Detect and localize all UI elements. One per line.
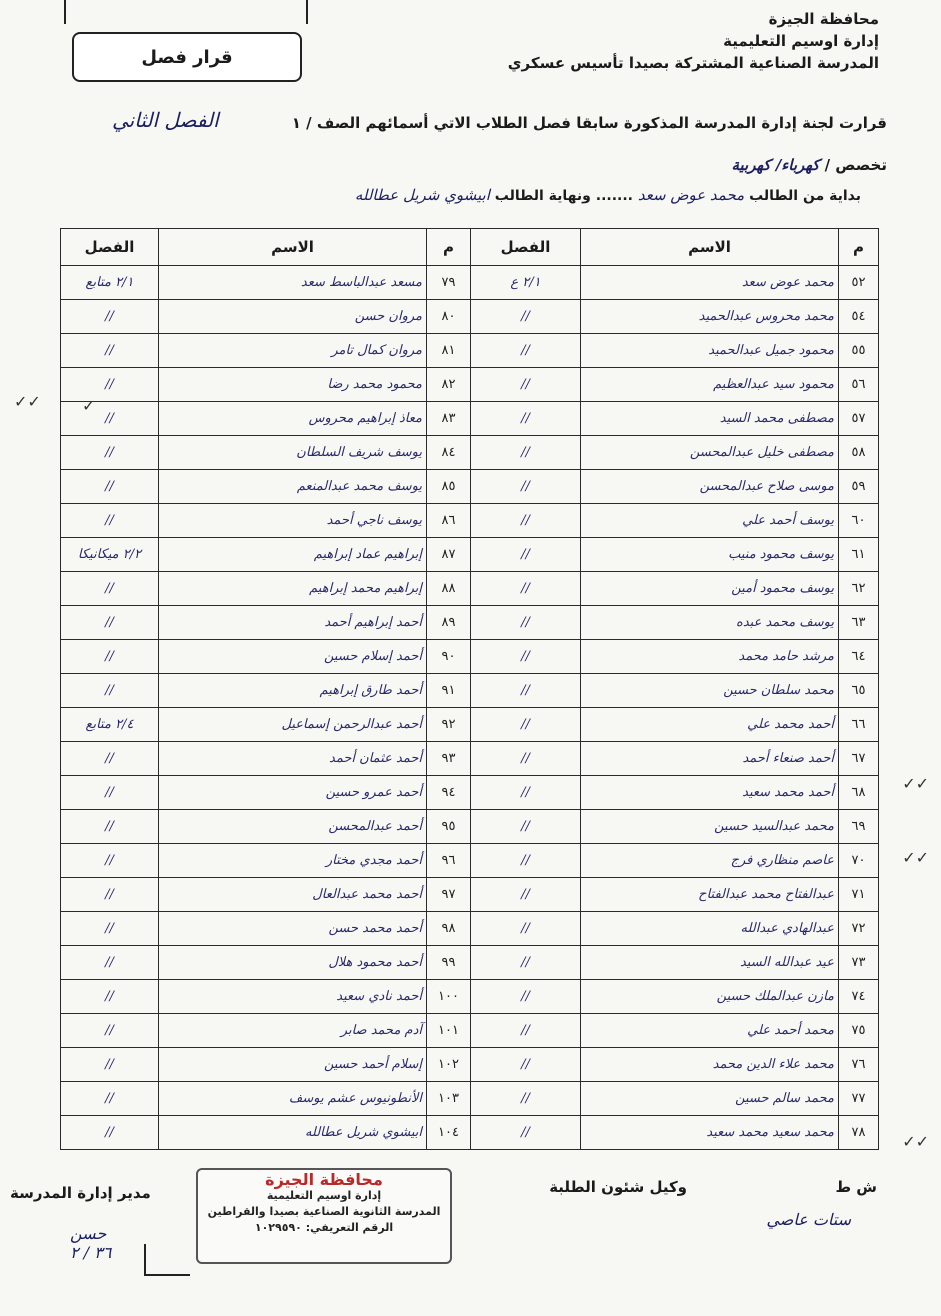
table-row — [61, 606, 879, 640]
stamp-school: المدرسة الثانوية الصناعية بصيدا والقراطين — [207, 1205, 441, 1218]
student-serial: ٦١ — [839, 538, 879, 572]
student-serial: ١٠١ — [427, 1014, 471, 1048]
student-name: محمد سلطان حسين — [581, 674, 839, 708]
student-name: أحمد عثمان أحمد — [159, 742, 427, 776]
student-serial: ٧١ — [839, 878, 879, 912]
student-class: // — [471, 878, 581, 912]
table-row — [61, 1082, 879, 1116]
administration: إدارة اوسيم التعليمية — [723, 32, 879, 50]
student-serial: ٨٤ — [427, 436, 471, 470]
student-class: // — [61, 980, 159, 1014]
student-name: محمد محروس عبدالحميد — [581, 300, 839, 334]
student-serial: ٩٢ — [427, 708, 471, 742]
student-serial: ٩٨ — [427, 912, 471, 946]
student-serial: ٥٤ — [839, 300, 879, 334]
student-class: // — [471, 742, 581, 776]
student-class: // — [61, 572, 159, 606]
header-serial-left: م — [427, 229, 471, 266]
table-row — [61, 1048, 879, 1082]
student-serial: ٥٧ — [839, 402, 879, 436]
student-class: // — [471, 640, 581, 674]
student-class: // — [61, 776, 159, 810]
student-serial: ٩٠ — [427, 640, 471, 674]
deputy-label: وكيل شئون الطلبة — [549, 1178, 687, 1196]
student-name: يوسف محمود أمين — [581, 572, 839, 606]
student-name: إبراهيم محمد إبراهيم — [159, 572, 427, 606]
student-class: ٢/٤ متابع — [61, 708, 159, 742]
student-name: محمد أحمد علي — [581, 1014, 839, 1048]
student-serial: ٧٦ — [839, 1048, 879, 1082]
student-serial: ٩٧ — [427, 878, 471, 912]
student-name: أحمد صنعاء أحمد — [581, 742, 839, 776]
student-serial: ٩٩ — [427, 946, 471, 980]
student-class: // — [471, 572, 581, 606]
student-name: يوسف محمود منيب — [581, 538, 839, 572]
table-row — [61, 300, 879, 334]
student-class: // — [61, 674, 159, 708]
student-serial: ٧٩ — [427, 266, 471, 300]
student-name: أحمد إسلام حسين — [159, 640, 427, 674]
student-class: // — [61, 504, 159, 538]
student-class: // — [471, 1116, 581, 1150]
header-name-right: الاسم — [581, 229, 839, 266]
student-class: // — [471, 810, 581, 844]
table-row — [61, 946, 879, 980]
student-serial: ٩٣ — [427, 742, 471, 776]
student-class: // — [471, 674, 581, 708]
student-serial: ٨٢ — [427, 368, 471, 402]
student-name: ابيشوي شريل عطالله — [159, 1116, 427, 1150]
signature-left-number: ٣٦ / ٢ — [70, 1243, 112, 1262]
student-class: // — [61, 1082, 159, 1116]
student-class: // — [471, 606, 581, 640]
table-row — [61, 674, 879, 708]
student-name: أحمد عبدالمحسن — [159, 810, 427, 844]
director-label: مدير إدارة المدرسة — [10, 1184, 151, 1202]
student-name: أحمد طارق إبراهيم — [159, 674, 427, 708]
student-name: أحمد عبدالرحمن إسماعيل — [159, 708, 427, 742]
student-name: يوسف شريف السلطان — [159, 436, 427, 470]
student-name: أحمد محمد حسن — [159, 912, 427, 946]
student-name: أحمد محمود هلال — [159, 946, 427, 980]
student-class: // — [61, 402, 159, 436]
start-student: محمد عوض سعد — [637, 186, 745, 204]
student-serial: ٨٧ — [427, 538, 471, 572]
student-class: // — [61, 742, 159, 776]
student-serial: ٨٨ — [427, 572, 471, 606]
student-class: // — [471, 946, 581, 980]
student-name: الأنطونيوس عشم يوسف — [159, 1082, 427, 1116]
stamp-code: الرقم التعريفي: ١٠٢٩٥٩٠ — [254, 1221, 394, 1234]
student-serial: ١٠٤ — [427, 1116, 471, 1150]
student-serial: ٦٨ — [839, 776, 879, 810]
table-row — [61, 640, 879, 674]
letterhead — [508, 8, 879, 74]
student-class: // — [61, 470, 159, 504]
specialization-line — [67, 156, 887, 174]
student-name: أحمد إبراهيم أحمد — [159, 606, 427, 640]
student-class: // — [471, 368, 581, 402]
student-class: ٢/٢ ميكانيكا — [61, 538, 159, 572]
header-serial-right: م — [839, 229, 879, 266]
student-serial: ٥٥ — [839, 334, 879, 368]
school-name: المدرسة الصناعية المشتركة بصيدا تأسيس عسكري — [507, 54, 879, 72]
student-class: // — [61, 912, 159, 946]
margin-tick-mark: ✓✓ — [902, 1132, 929, 1151]
student-name: مرشد حامد محمد — [581, 640, 839, 674]
student-name: آدم محمد صابر — [159, 1014, 427, 1048]
student-class: // — [61, 946, 159, 980]
table-row — [61, 878, 879, 912]
table-row — [61, 708, 879, 742]
table-row — [61, 504, 879, 538]
student-serial: ٦٩ — [839, 810, 879, 844]
table-row — [61, 266, 879, 300]
end-student: ابيشوي شريل عطالله — [354, 186, 490, 204]
student-serial: ٧٥ — [839, 1014, 879, 1048]
student-name: محمد عوض سعد — [581, 266, 839, 300]
student-class: // — [61, 368, 159, 402]
margin-tick-mark: ✓ — [82, 396, 96, 415]
student-class: // — [471, 1014, 581, 1048]
student-name: مصطفى محمد السيد — [581, 402, 839, 436]
student-name: أحمد محمد سعيد — [581, 776, 839, 810]
decision-frame — [64, 0, 308, 24]
student-serial: ٥٨ — [839, 436, 879, 470]
table-row — [61, 368, 879, 402]
student-serial: ٥٩ — [839, 470, 879, 504]
table-row — [61, 402, 879, 436]
student-class: // — [471, 708, 581, 742]
table-row — [61, 776, 879, 810]
student-class: // — [61, 1048, 159, 1082]
student-name: عيد عبدالله السيد — [581, 946, 839, 980]
student-class: // — [61, 1014, 159, 1048]
student-class: // — [471, 334, 581, 368]
student-name: يوسف ناجي أحمد — [159, 504, 427, 538]
student-name: أحمد محمد علي — [581, 708, 839, 742]
student-serial: ٦٤ — [839, 640, 879, 674]
student-class: // — [471, 402, 581, 436]
official-stamp — [196, 1168, 452, 1264]
student-serial: ٨٩ — [427, 606, 471, 640]
student-class: // — [471, 300, 581, 334]
student-name: مسعد عبدالباسط سعد — [159, 266, 427, 300]
student-class: // — [61, 436, 159, 470]
student-class: // — [471, 1082, 581, 1116]
student-serial: ١٠٢ — [427, 1048, 471, 1082]
student-name: أحمد مجدي مختار — [159, 844, 427, 878]
student-name: يوسف أحمد علي — [581, 504, 839, 538]
student-serial: ٨٣ — [427, 402, 471, 436]
student-class: // — [471, 980, 581, 1014]
decision-title: قرار فصل — [72, 32, 302, 82]
student-serial: ٧٨ — [839, 1116, 879, 1150]
table-row — [61, 980, 879, 1014]
student-name: محمود سيد عبدالعظيم — [581, 368, 839, 402]
governorate: محافظة الجيزة — [768, 10, 879, 28]
specialization-label: تخصص / — [824, 156, 887, 174]
student-class: // — [61, 844, 159, 878]
decision-statement — [67, 112, 887, 134]
student-serial: ٥٦ — [839, 368, 879, 402]
student-name: محمود جميل عبدالحميد — [581, 334, 839, 368]
student-name: أحمد محمد عبدالعال — [159, 878, 427, 912]
student-class: // — [471, 504, 581, 538]
student-name: مصطفى خليل عبدالمحسن — [581, 436, 839, 470]
student-class: // — [471, 776, 581, 810]
student-class: ٢/١ ع — [471, 266, 581, 300]
table-row — [61, 470, 879, 504]
student-class: // — [471, 470, 581, 504]
table-row — [61, 572, 879, 606]
student-serial: ٨٥ — [427, 470, 471, 504]
student-name: محمد عبدالسيد حسين — [581, 810, 839, 844]
student-name: عبدالفتاح محمد عبدالفتاح — [581, 878, 839, 912]
student-class: // — [61, 810, 159, 844]
student-class: // — [471, 538, 581, 572]
stamp-governorate: محافظة الجيزة — [265, 1170, 383, 1189]
student-serial: ٧٤ — [839, 980, 879, 1014]
student-serial: ٧٧ — [839, 1082, 879, 1116]
table-row — [61, 810, 879, 844]
table-row — [61, 1116, 879, 1150]
student-serial: ٦٠ — [839, 504, 879, 538]
student-class: // — [471, 436, 581, 470]
student-range-line: بداية من الطالب محمد عوض سعد ....... ونهاية الطالب ابيشوي شريل عطالله — [354, 186, 861, 204]
student-serial: ٧٢ — [839, 912, 879, 946]
student-serial: ٦٥ — [839, 674, 879, 708]
student-serial: ١٠٣ — [427, 1082, 471, 1116]
specialization-value: كهرباء/ كهربية — [731, 156, 820, 174]
student-name: يوسف محمد عبدالمنعم — [159, 470, 427, 504]
student-name: إسلام أحمد حسين — [159, 1048, 427, 1082]
student-name: محمود محمد رضا — [159, 368, 427, 402]
student-serial: ٨٦ — [427, 504, 471, 538]
table-row — [61, 334, 879, 368]
table-row — [61, 1014, 879, 1048]
header-class-left: الفصل — [61, 229, 159, 266]
student-class: // — [61, 334, 159, 368]
student-class: // — [471, 1048, 581, 1082]
student-name: يوسف محمد عبده — [581, 606, 839, 640]
start-label: بداية من الطالب — [749, 188, 861, 204]
header-name-left: الاسم — [159, 229, 427, 266]
student-name: عبدالهادي عبدالله — [581, 912, 839, 946]
margin-tick-mark: ✓✓ — [902, 774, 929, 793]
student-serial: ٦٣ — [839, 606, 879, 640]
student-class: // — [61, 640, 159, 674]
student-serial: ١٠٠ — [427, 980, 471, 1014]
student-name: أحمد نادي سعيد — [159, 980, 427, 1014]
student-name: مازن عبدالملك حسين — [581, 980, 839, 1014]
student-serial: ٨١ — [427, 334, 471, 368]
signature-left-name: حسن — [70, 1224, 107, 1243]
student-serial: ٩٥ — [427, 810, 471, 844]
signature-bracket — [144, 1244, 190, 1276]
student-serial: ٧٣ — [839, 946, 879, 980]
student-name: محمد سالم حسين — [581, 1082, 839, 1116]
student-name: محمد سعيد محمد سعيد — [581, 1116, 839, 1150]
margin-tick-mark: ✓✓ — [902, 848, 929, 867]
student-class: ٢/١ متابع — [61, 266, 159, 300]
student-name: أحمد عمرو حسين — [159, 776, 427, 810]
table-row — [61, 436, 879, 470]
student-name: عاصم منظاري فرج — [581, 844, 839, 878]
handwritten-term-note: الفصل الثاني — [112, 108, 219, 132]
student-class: // — [61, 606, 159, 640]
header-class-right: الفصل — [471, 229, 581, 266]
stamp-admin: إدارة اوسيم التعليمية — [266, 1189, 382, 1202]
signature-left — [70, 1224, 111, 1262]
student-name: مروان حسن — [159, 300, 427, 334]
student-name: محمد علاء الدين محمد — [581, 1048, 839, 1082]
signature-right: ستات عاصي — [766, 1210, 851, 1229]
table-row — [61, 742, 879, 776]
margin-tick-mark: ✓✓ — [14, 392, 41, 411]
grade-value: ١ — [291, 114, 301, 132]
student-class: // — [471, 844, 581, 878]
table-header-row — [61, 229, 879, 266]
student-class: // — [61, 1116, 159, 1150]
student-serial: ٩٤ — [427, 776, 471, 810]
end-label: ونهاية الطالب — [494, 188, 591, 204]
student-class: // — [61, 878, 159, 912]
student-serial: ٩١ — [427, 674, 471, 708]
student-serial: ٦٢ — [839, 572, 879, 606]
table-row — [61, 912, 879, 946]
student-name: إبراهيم عماد إبراهيم — [159, 538, 427, 572]
statement-text: قرارت لجنة إدارة المدرسة المذكورة سابقا فصل الطلاب الاتي أسمائهم الصف / — [306, 114, 887, 132]
student-name: موسى صلاح عبدالمحسن — [581, 470, 839, 504]
table-row — [61, 538, 879, 572]
student-serial: ٦٦ — [839, 708, 879, 742]
student-class: // — [471, 912, 581, 946]
affairs-label: ش ط — [835, 1178, 877, 1196]
student-class: // — [61, 300, 159, 334]
table-row — [61, 844, 879, 878]
student-serial: ٧٠ — [839, 844, 879, 878]
student-name: مروان كمال تامر — [159, 334, 427, 368]
students-table — [60, 228, 879, 1150]
student-serial: ٦٧ — [839, 742, 879, 776]
student-serial: ٥٢ — [839, 266, 879, 300]
student-name: معاذ إبراهيم محروس — [159, 402, 427, 436]
student-serial: ٩٦ — [427, 844, 471, 878]
student-serial: ٨٠ — [427, 300, 471, 334]
